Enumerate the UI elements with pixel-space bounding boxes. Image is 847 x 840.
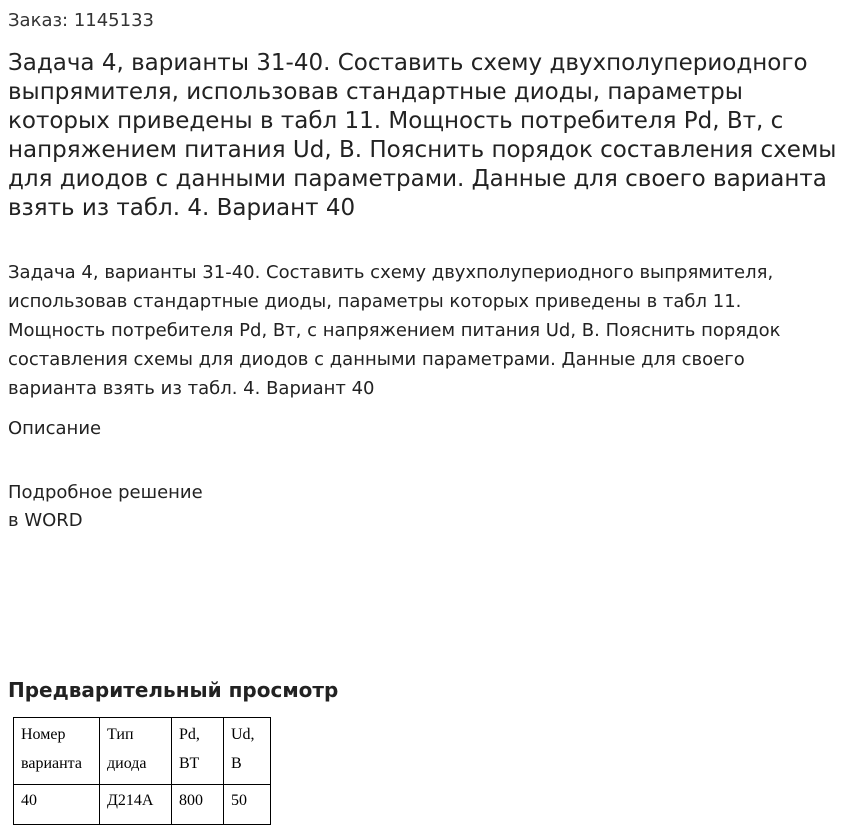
task-description: Задача 4, варианты 31-40. Составить схему двухполупериодного выпрямителя, использовав стандартные диоды, параметры которых приведены в табл 11. Мощность потребителя Pd, Вт, с напряжением питания Ud, В. Пояснить порядок составления схемы для диодов с данными параметрами. Данные для своего варианта взять из табл. 4. Вариант 40 <box>8 262 781 399</box>
solution-note <box>8 479 203 535</box>
task-title: Задача 4, варианты 31-40. Составить схему двухполупериодного выпрямителя, использовав стандартные диоды, параметры которых приведены в табл 11. Мощность потребителя Pd, Вт, с напряжением питания Ud, В. Пояснить порядок составления схемы для диодов с данными параметрами. Данные для своего варианта взять из табл. 4. Вариант 40 <box>8 50 837 221</box>
cell-ud: 50 <box>224 785 271 825</box>
description-heading: Описание <box>8 418 102 439</box>
header-cell-pd: Pd, ВТ <box>172 718 224 785</box>
order-number: Заказ: 1145133 <box>8 10 154 31</box>
cell-variant: 40 <box>14 785 100 825</box>
solution-line-2: в WORD <box>8 510 83 531</box>
solution-line-1: Подробное решение <box>8 482 203 503</box>
table-row <box>14 785 271 825</box>
preview-heading: Предварительный просмотр <box>8 678 339 702</box>
table-header-row <box>14 718 271 785</box>
preview-table <box>13 717 271 825</box>
cell-diode-type: Д214А <box>100 785 172 825</box>
header-cell-ud: Ud, В <box>224 718 271 785</box>
header-cell-diode-type: Тип диода <box>100 718 172 785</box>
header-cell-variant: Номер варианта <box>14 718 100 785</box>
cell-pd: 800 <box>172 785 224 825</box>
